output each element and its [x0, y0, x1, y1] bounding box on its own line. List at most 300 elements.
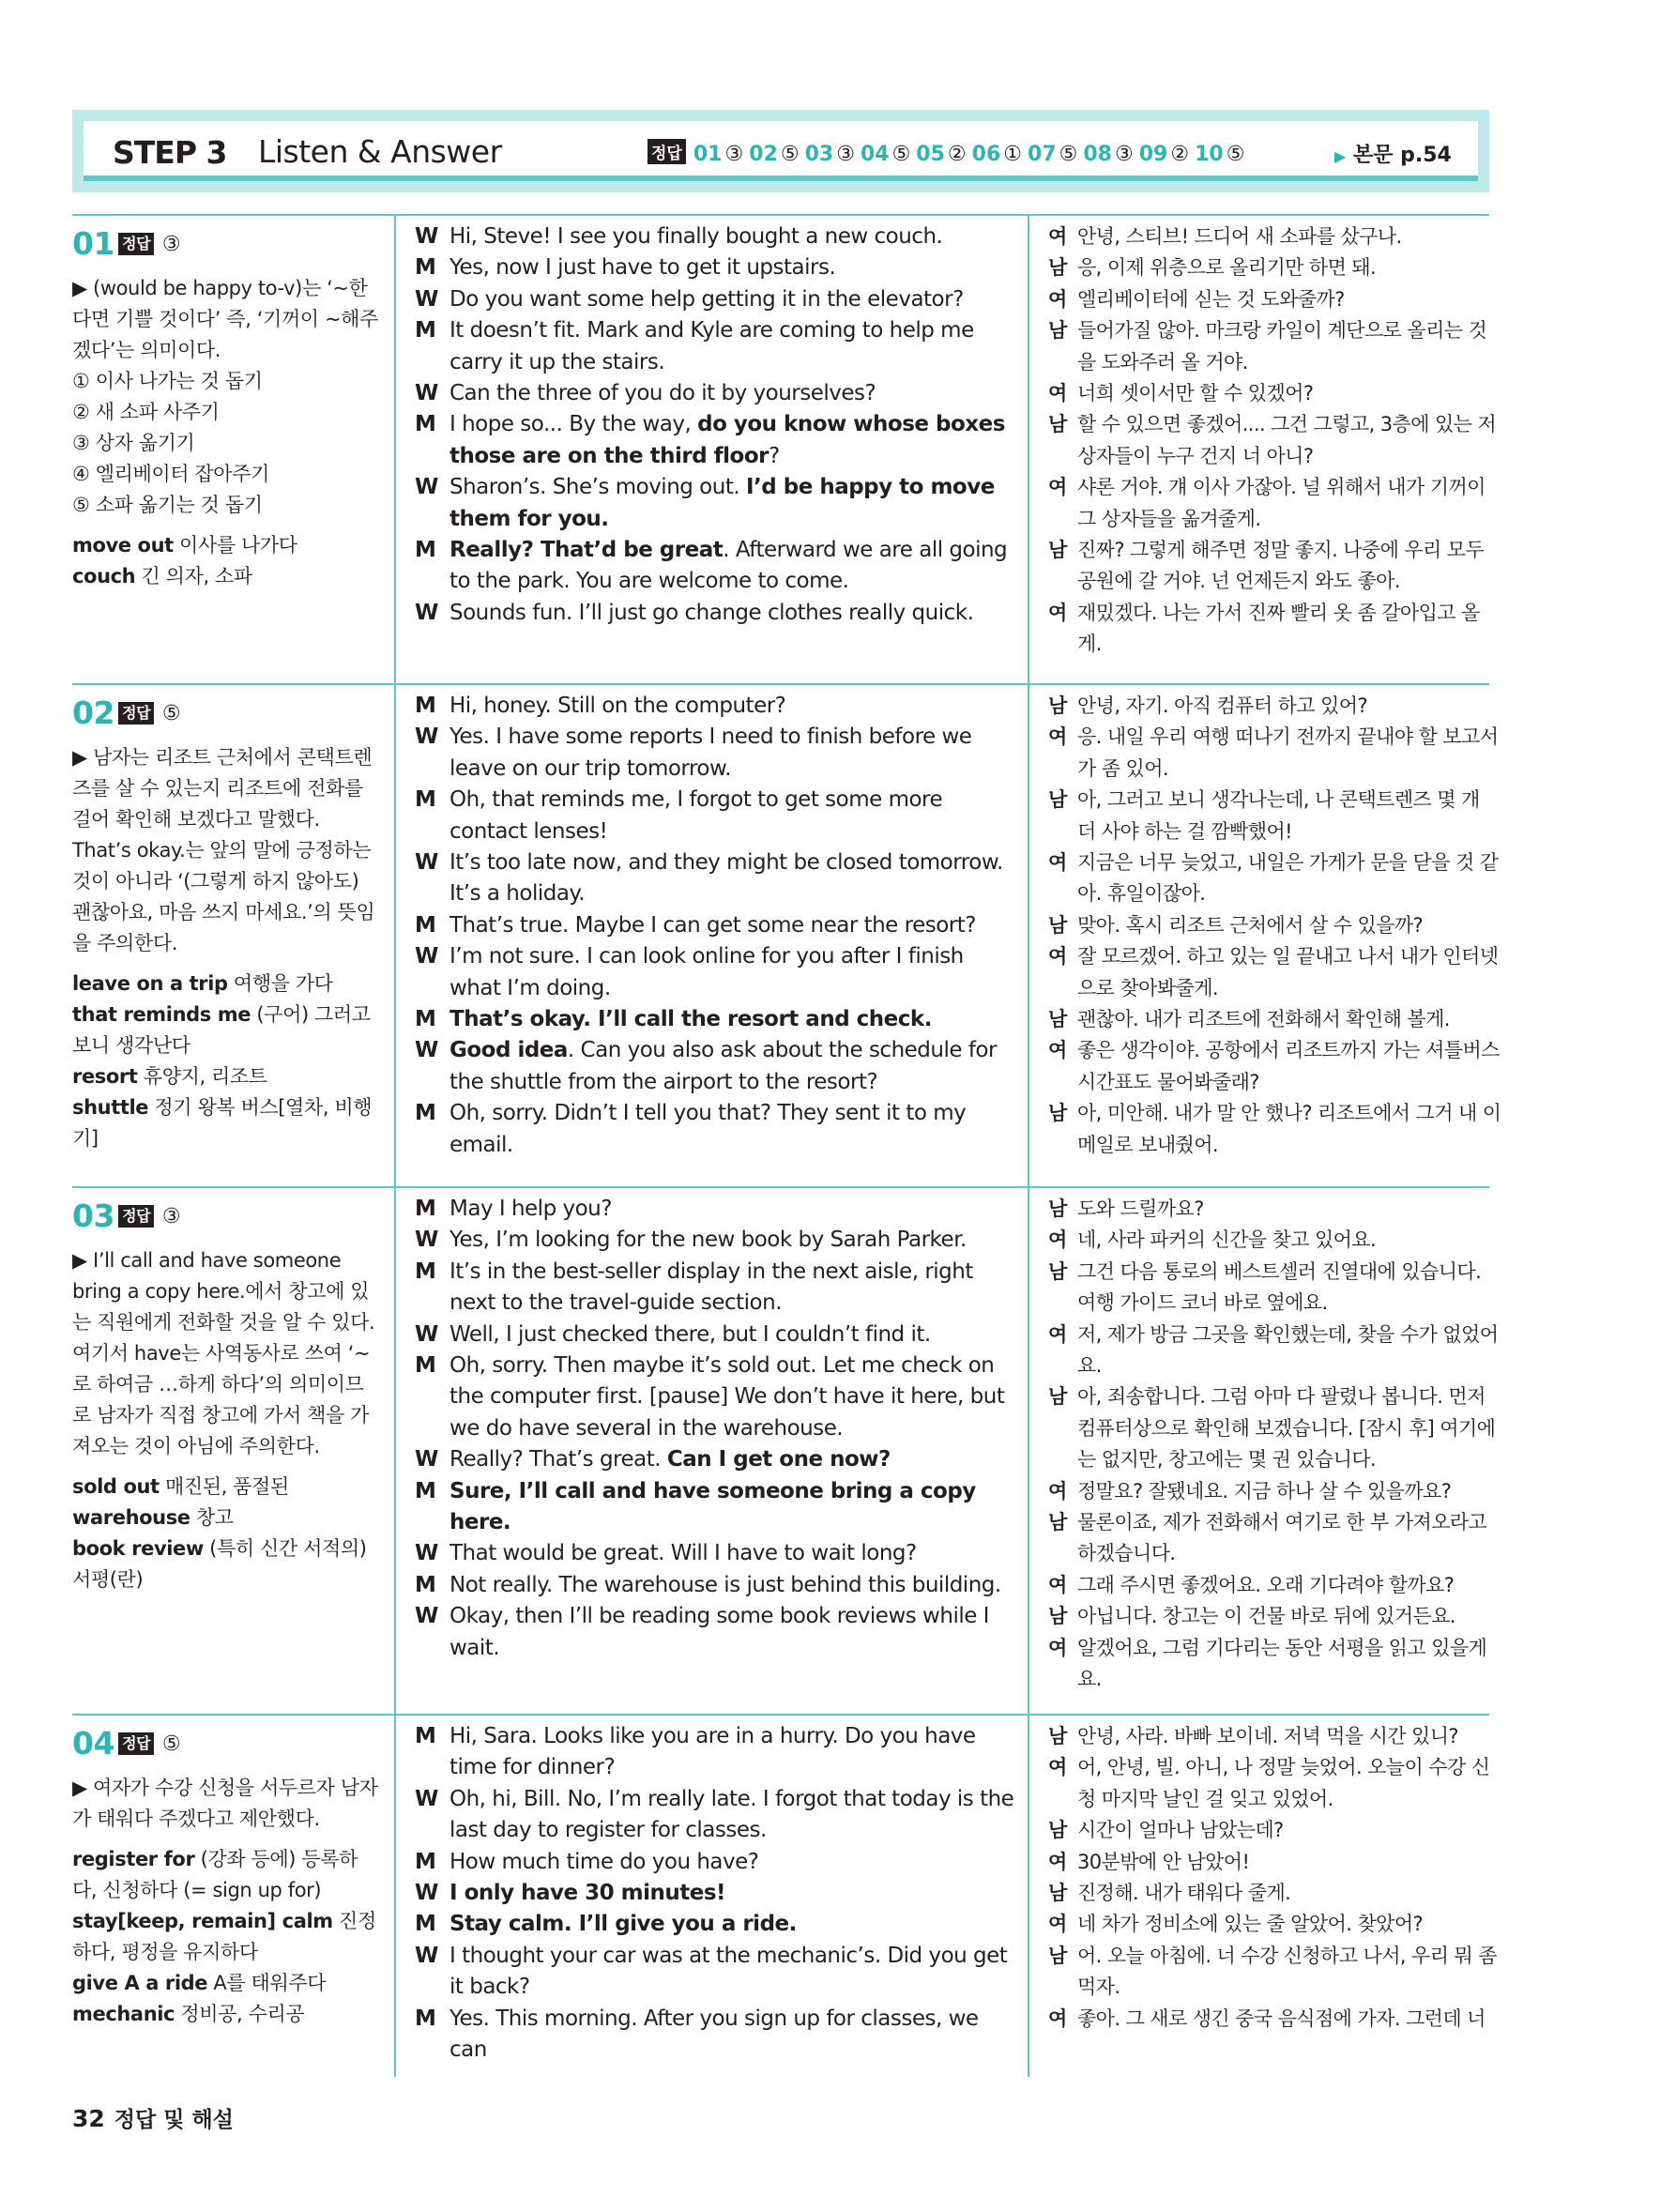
explanation-column — [72, 1196, 382, 1595]
speaker-label: W — [415, 1321, 438, 1347]
translation-line — [1048, 1752, 1503, 1815]
section-divider — [72, 214, 1489, 216]
explanation-column — [72, 1723, 382, 2030]
vocab-definition: 긴 의자, 소파 — [135, 565, 252, 587]
dialogue-line — [415, 1941, 1015, 2004]
speaker-label: 여 — [1048, 476, 1067, 499]
translation-line — [1048, 1035, 1503, 1098]
dialogue-line — [415, 2004, 1015, 2067]
speaker-label: M — [415, 1478, 436, 1503]
question-number — [72, 1196, 382, 1238]
speaker-label: 여 — [1048, 601, 1067, 624]
vocab-definition: 이사를 나가다 — [173, 534, 297, 557]
translation-text: 재밌겠다. 나는 가서 진짜 빨리 옷 좀 갈아입고 올게. — [1077, 601, 1480, 656]
translation-line — [1048, 1476, 1503, 1507]
dialogue-line — [415, 1476, 1015, 1539]
dialogue-line — [415, 1601, 1015, 1664]
answer-badge: 정답 — [118, 1205, 154, 1228]
dialogue-text: Yes, I’m looking for the new book by Sarah Parker. — [449, 1228, 967, 1253]
dialogue-text: I hope so... By the way, — [449, 412, 698, 437]
speaker-label: 남 — [1048, 1008, 1067, 1031]
speaker-label: W — [415, 286, 438, 312]
dialogue-text: Can the three of you do it by yourselves? — [449, 381, 876, 406]
speaker-label: W — [415, 1604, 438, 1629]
page-number: 32 — [72, 2105, 105, 2132]
vocab-item — [72, 1999, 382, 2030]
translation-text: 30분밖에 안 남았어! — [1077, 1850, 1250, 1873]
dialogue-line — [415, 284, 1015, 315]
dialogue-text: . Afterward we are all going to the park. You are welcome to come. — [449, 538, 1008, 594]
explanation-text: ▶ 남자는 리조트 근처에서 콘택트렌즈를 살 수 있는지 리조트에 전화를 걸어 확인해 보겠다고 말했다. That’s okay.는 앞의 말에 긍정하는 것이 아니라 ‘(그렇게 하지 않아도) 괜찮아요, 마음 쓰지 마세요.’의 뜻임을 주의한다. — [72, 746, 375, 954]
vocab-term: that reminds me — [72, 1003, 251, 1026]
speaker-label: 남 — [1048, 1819, 1067, 1842]
speaker-label: M — [415, 255, 436, 281]
translation-text: 할 수 있으면 좋겠어.... 그건 그렇고, 3층에 있는 저 상자들이 누구 건지 너 아니? — [1077, 413, 1497, 467]
speaker-label: 여 — [1048, 851, 1067, 875]
answer-number: 04 — [860, 143, 890, 166]
answer-mark: ⑤ — [780, 143, 800, 166]
vocab-item — [72, 1503, 382, 1533]
dialogue-line — [415, 221, 1015, 252]
vocab-definition: 매진된, 품절된 — [159, 1475, 289, 1498]
question-number — [72, 693, 382, 735]
korean-translation — [1048, 221, 1503, 661]
vocab-item — [72, 1533, 382, 1595]
speaker-label: W — [415, 1447, 438, 1472]
vocab-definition: 정비공, 수리공 — [175, 2003, 305, 2025]
answer-number: 02 — [749, 143, 778, 166]
speaker-label: 남 — [1048, 1198, 1067, 1220]
vocab-definition: A를 태워주다 — [207, 1972, 327, 1994]
speaker-label: 여 — [1048, 1322, 1067, 1346]
korean-translation — [1048, 1721, 1503, 2035]
english-dialogue — [415, 221, 1015, 629]
question-number-text: 03 — [72, 1198, 115, 1234]
speaker-label: W — [415, 850, 438, 876]
vocabulary-list — [72, 1472, 382, 1595]
speaker-label: 남 — [1048, 1102, 1067, 1125]
dialogue-line — [415, 252, 1015, 283]
speaker-label: 남 — [1048, 1385, 1067, 1409]
dialogue-line — [415, 1721, 1015, 1784]
answer-mark: ⑤ — [156, 1732, 181, 1756]
speaker-label: M — [415, 1849, 436, 1874]
speaker-label: W — [415, 1228, 438, 1253]
answer-option: ⑤ 소파 옮기는 것 돕기 — [72, 494, 263, 516]
speaker-label: M — [415, 1724, 436, 1748]
speaker-label: W — [415, 475, 438, 500]
translation-line — [1048, 941, 1503, 1004]
answer-number: 10 — [1195, 143, 1224, 166]
speaker-label: 여 — [1048, 1850, 1067, 1873]
speaker-label: 남 — [1048, 539, 1067, 562]
dialogue-line — [415, 1035, 1015, 1098]
speaker-label: 여 — [1048, 1573, 1067, 1596]
translation-line — [1048, 1381, 1503, 1475]
translation-line — [1048, 722, 1503, 785]
dialogue-text: Well, I just checked there, but I couldn’t find it. — [449, 1321, 931, 1347]
translation-text: 안녕, 사라. 바빠 보이네. 저녁 먹을 시간 있니? — [1077, 1725, 1458, 1747]
vocab-term: shuttle — [72, 1096, 149, 1119]
speaker-label: M — [415, 1912, 436, 1937]
translation-line — [1048, 1601, 1503, 1632]
dialogue-text: Sounds fun. I’ll just go change clothes really quick. — [449, 600, 974, 625]
speaker-label: W — [415, 1038, 438, 1063]
dialogue-line — [415, 847, 1015, 910]
answer-badge: 정답 — [118, 233, 154, 255]
page-reference[interactable]: ▶ 본문 p.54 — [1334, 144, 1452, 167]
speaker-label: M — [415, 318, 436, 343]
vocab-term: give A a ride — [72, 1972, 208, 1994]
question-number — [72, 223, 382, 266]
answer-mark: ① — [1003, 143, 1023, 166]
speaker-label: 남 — [1048, 1882, 1067, 1905]
vocab-term: move out — [72, 534, 174, 557]
dialogue-text: May I help you? — [449, 1197, 612, 1221]
translation-text: 아닙니다. 창고는 이 건물 바로 뒤에 있거든요. — [1077, 1605, 1455, 1628]
vocab-definition: 정기 왕복 버스[열차, 비행기] — [72, 1096, 373, 1150]
vocab-item — [72, 999, 382, 1061]
dialogue-line — [415, 1098, 1015, 1161]
dialogue-text: Oh, sorry. Didn’t I tell you that? They sent it to my email. — [449, 1101, 967, 1157]
explanation-column — [72, 693, 382, 1154]
dialogue-text: Oh, hi, Bill. No, I’m really late. I forgot that today is the last day to register for classes. — [449, 1786, 1014, 1843]
translation-line — [1048, 1507, 1503, 1570]
explanation-text: ▶ 여자가 수강 신청을 서두르자 남자가 태워다 주겠다고 제안했다. — [72, 1777, 378, 1830]
translation-line — [1048, 847, 1503, 910]
korean-translation — [1048, 1194, 1503, 1696]
translation-text: 엘리베이터에 싣는 것 도와줄까? — [1077, 287, 1345, 311]
speaker-label: 남 — [1048, 694, 1067, 717]
translation-text: 응. 내일 우리 여행 떠나기 전까지 끝내야 할 보고서가 좀 있어. — [1077, 725, 1499, 780]
dialogue-line — [415, 1878, 1015, 1909]
speaker-label: M — [415, 2006, 436, 2031]
speaker-label: 남 — [1048, 1259, 1067, 1283]
translation-line — [1048, 598, 1503, 661]
dialogue-line — [415, 691, 1015, 722]
translation-text: 맞아. 혹시 리조트 근처에서 살 수 있을까? — [1077, 913, 1424, 937]
column-divider — [1028, 214, 1029, 2077]
dialogue-key-phrase: Can I get one now? — [666, 1447, 891, 1472]
question-number — [72, 1723, 382, 1765]
answer-option: ③ 상자 옮기기 — [72, 432, 195, 454]
translation-line — [1048, 252, 1503, 283]
question-number-text: 01 — [72, 225, 115, 262]
answer-badge: 정답 — [118, 702, 154, 725]
translation-text: 그래 주시면 좋겠어요. 오래 기다려야 할까요? — [1077, 1573, 1455, 1596]
answer-badge: 정답 — [118, 1732, 154, 1755]
vocab-definition: 창고 — [190, 1506, 234, 1529]
dialogue-text: ? — [769, 443, 780, 468]
dialogue-text: Do you want some help getting it in the elevator? — [449, 286, 964, 312]
translation-line — [1048, 535, 1503, 598]
vocab-term: book review — [72, 1537, 204, 1560]
dialogue-key-phrase: Stay calm. I’ll give you a ride. — [449, 1912, 797, 1937]
answer-mark: ② — [1170, 143, 1190, 166]
translation-line — [1048, 1257, 1503, 1320]
english-dialogue — [415, 1721, 1015, 2066]
answer-number: 09 — [1138, 143, 1168, 166]
translation-text: 괜찮아. 내가 리조트에 전화해서 확인해 볼게. — [1077, 1008, 1450, 1031]
answer-option: ④ 엘리베이터 잡아주기 — [72, 463, 269, 485]
speaker-label: 여 — [1048, 1228, 1067, 1252]
dialogue-line — [415, 1570, 1015, 1601]
translation-text: 어. 오늘 아침에. 너 수강 신청하고 나서, 우리 뭐 좀 먹자. — [1077, 1944, 1497, 1999]
dialogue-line — [415, 1004, 1015, 1035]
question-number-text: 02 — [72, 694, 115, 731]
translation-text: 알겠어요, 그럼 기다리는 동안 서평을 읽고 있을게요. — [1077, 1636, 1487, 1691]
translation-text: 지금은 너무 늦었고, 내일은 가게가 문을 닫을 것 같아. 휴일이잖아. — [1077, 851, 1499, 906]
answer-mark: ③ — [836, 143, 855, 166]
dialogue-text: Oh, that reminds me, I forgot to get some more contact lenses! — [449, 787, 943, 844]
translation-text: 진정해. 내가 태워다 줄게. — [1077, 1882, 1291, 1905]
translation-text: 좋은 생각이야. 공항에서 리조트까지 가는 셔틀버스 시간표도 물어봐줄래? — [1077, 1039, 1500, 1093]
speaker-label: 남 — [1048, 1725, 1067, 1747]
speaker-label: W — [415, 1541, 438, 1566]
speaker-label: M — [415, 787, 436, 813]
speaker-label: 여 — [1048, 287, 1067, 311]
speaker-label: 여 — [1048, 1756, 1067, 1779]
vocab-item — [72, 1472, 382, 1503]
vocab-definition: (강좌 등에) 등록하다, 신청하다 (= sign up for) — [72, 1848, 358, 1901]
speaker-label: 남 — [1048, 256, 1067, 280]
section-divider — [72, 1714, 1489, 1716]
translation-line — [1048, 315, 1503, 378]
translation-text: 너희 셋이서만 할 수 있겠어? — [1077, 382, 1314, 405]
speaker-label: 여 — [1048, 725, 1067, 749]
speaker-label: 여 — [1048, 945, 1067, 969]
translation-text: 어, 안녕, 빌. 아니, 나 정말 늦었어. 오늘이 수강 신청 마지막 날인 걸 잊고 있었어. — [1077, 1756, 1490, 1810]
answer-number: 07 — [1028, 143, 1057, 166]
translation-text: 저, 제가 방금 그곳을 확인했는데, 찾을 수가 없었어요. — [1077, 1322, 1499, 1378]
dialogue-text: Yes. I have some reports I need to finish before we leave on our trip tomorrow. — [449, 725, 972, 781]
translation-line — [1048, 1320, 1503, 1382]
dialogue-line — [415, 1320, 1015, 1350]
speaker-label: 남 — [1048, 788, 1067, 812]
speaker-label: W — [415, 1943, 438, 1968]
dialogue-key-phrase: Really? That’d be great — [449, 538, 724, 563]
vocab-term: warehouse — [72, 1506, 190, 1529]
vocab-term: leave on a trip — [72, 972, 228, 995]
dialogue-text: Really? That’s great. — [449, 1447, 667, 1472]
translation-line — [1048, 1815, 1503, 1846]
translation-line — [1048, 1721, 1503, 1752]
english-dialogue — [415, 1194, 1015, 1664]
translation-line — [1048, 1004, 1503, 1035]
speaker-label: M — [415, 694, 436, 718]
speaker-label: 여 — [1048, 1479, 1067, 1503]
answer-number: 08 — [1083, 143, 1112, 166]
answer-mark: ⑤ — [1059, 143, 1078, 166]
translation-text: 아, 그러고 보니 생각나는데, 나 콘택트렌즈 몇 개 더 사야 하는 걸 깜빡했어! — [1077, 788, 1480, 843]
dialogue-text: Hi, honey. Still on the computer? — [449, 694, 786, 718]
dialogue-text: Hi, Sara. Looks like you are in a hurry. Do you have time for dinner? — [449, 1724, 976, 1780]
answer-number: 03 — [804, 143, 834, 166]
speaker-label: M — [415, 912, 436, 938]
speaker-label: 여 — [1048, 1039, 1067, 1062]
dialogue-text: Sharon’s. She’s moving out. — [449, 475, 746, 500]
speaker-label: 여 — [1048, 225, 1067, 248]
explanation-column — [72, 223, 382, 592]
vocab-item — [72, 1844, 382, 1906]
english-dialogue — [415, 691, 1015, 1161]
dialogue-text: Oh, sorry. Then maybe it’s sold out. Let me check on the computer first. [pause] We don’t have it here, but we do have several in the warehouse. — [449, 1353, 1005, 1441]
answer-mark: ⑤ — [156, 702, 181, 725]
translation-text: 정말요? 잘됐네요. 지금 하나 살 수 있을까요? — [1077, 1479, 1452, 1503]
answer-number: 05 — [916, 143, 945, 166]
vocab-term: sold out — [72, 1475, 160, 1498]
translation-text: 그건 다음 통로의 베스트셀러 진열대에 있습니다. 여행 가이드 코너 바로 옆에요. — [1077, 1259, 1482, 1315]
explanation-text: ▶ I’ll call and have someone bring a copy here.에서 창고에 있는 직원에게 전화할 것을 알 수 있다. 여기서 have는 사역동사로 쓰여 ‘~로 하여금 …하게 하다’의 의미이므로 남자가 직접 창고에 가서 책을 가져오는 것이 아님에 주의한다. — [72, 1249, 375, 1457]
speaker-label: 여 — [1048, 382, 1067, 405]
speaker-label: W — [415, 600, 438, 625]
answer-mark: ③ — [1115, 143, 1134, 166]
translation-line — [1048, 1633, 1503, 1696]
vocabulary-list — [72, 530, 382, 592]
vocab-item — [72, 1061, 382, 1092]
speaker-label: 여 — [1048, 1913, 1067, 1936]
speaker-label: M — [415, 1007, 436, 1032]
answer-number: 06 — [971, 143, 1001, 166]
translation-text: 잘 모르겠어. 하고 있는 일 끝내고 나서 내가 인터넷으로 찾아봐줄게. — [1077, 945, 1499, 999]
answer-mark: ③ — [156, 233, 181, 256]
dialogue-text: Yes, now I just have to get it upstairs. — [449, 255, 836, 281]
translation-line — [1048, 785, 1503, 847]
dialogue-text: That would be great. Will I have to wait long? — [449, 1541, 917, 1566]
translation-text: 진짜? 그렇게 해주면 정말 좋지. 나중에 우리 모두 공원에 갈 거야. 넌 언제든지 와도 좋아. — [1077, 539, 1485, 593]
translation-text: 안녕, 자기. 아직 컴퓨터 하고 있어? — [1077, 694, 1367, 717]
translation-line — [1048, 1909, 1503, 1940]
speaker-label: 남 — [1048, 1511, 1067, 1534]
dialogue-line — [415, 1538, 1015, 1569]
dialogue-line — [415, 941, 1015, 1004]
vocab-term: register for — [72, 1848, 195, 1870]
answer-mark: ③ — [156, 1205, 181, 1228]
section-divider — [72, 683, 1489, 685]
dialogue-key-phrase: That’s okay. I’ll call the resort and check. — [449, 1007, 932, 1032]
speaker-label: M — [415, 412, 436, 437]
dialogue-line — [415, 1784, 1015, 1847]
dialogue-line — [415, 1257, 1015, 1320]
question-number-text: 04 — [72, 1725, 115, 1762]
vocab-definition: 여행을 가다 — [227, 972, 333, 995]
dialogue-text: It’s too late now, and they might be closed tomorrow. It’s a holiday. — [449, 850, 1003, 907]
speaker-label: M — [415, 1353, 436, 1379]
dialogue-line — [415, 535, 1015, 598]
dialogue-line — [415, 1225, 1015, 1256]
dialogue-line — [415, 1909, 1015, 1940]
footer-label: 정답 및 해설 — [114, 2108, 234, 2132]
dialogue-line — [415, 785, 1015, 847]
translation-line — [1048, 1847, 1503, 1878]
dialogue-line — [415, 315, 1015, 378]
speaker-label: M — [415, 1101, 436, 1126]
dialogue-text: I thought your car was at the mechanic’s. Did you get it back? — [449, 1943, 1008, 2000]
speaker-label: W — [415, 1881, 438, 1906]
vocab-definition: 진정하다, 평정을 유지하다 — [72, 1910, 376, 1963]
dialogue-text: I’m not sure. I can look online for you after I finish what I’m doing. — [449, 944, 964, 1000]
speaker-label: 여 — [1048, 2006, 1067, 2030]
dialogue-line — [415, 409, 1015, 472]
dialogue-text: How much time do you have? — [449, 1849, 759, 1874]
speaker-label: W — [415, 1786, 438, 1811]
translation-text: 물론이죠, 제가 전화해서 여기로 한 부 가져오라고 하겠습니다. — [1077, 1511, 1487, 1565]
translation-text: 안녕, 스티브! 드디어 새 소파를 샀구나. — [1077, 225, 1402, 248]
dialogue-line — [415, 1350, 1015, 1444]
dialogue-line — [415, 1194, 1015, 1225]
dialogue-line — [415, 378, 1015, 409]
translation-text: 응, 이제 위층으로 올리기만 하면 돼. — [1077, 256, 1377, 280]
dialogue-key-phrase: I only have 30 minutes! — [449, 1881, 726, 1906]
answer-option: ② 새 소파 사주기 — [72, 401, 220, 423]
translation-line — [1048, 691, 1503, 722]
speaker-label: 남 — [1048, 413, 1067, 436]
dialogue-text: . Can you also ask about the schedule for the shuttle from the airport to the resort? — [449, 1038, 997, 1094]
dialogue-line — [415, 598, 1015, 629]
dialogue-key-phrase: do you know whose boxes those are on the third floor — [449, 412, 1005, 468]
speaker-label: W — [415, 944, 438, 969]
answer-badge: 정답 — [648, 139, 686, 164]
vocab-item — [72, 530, 382, 561]
translation-line — [1048, 1098, 1503, 1161]
dialogue-line — [415, 1444, 1015, 1475]
translation-line — [1048, 409, 1503, 472]
vocab-term: stay[keep, remain] calm — [72, 1910, 333, 1932]
vocabulary-list — [72, 969, 382, 1154]
dialogue-line — [415, 472, 1015, 535]
speaker-label: 남 — [1048, 1605, 1067, 1628]
speaker-label: M — [415, 538, 436, 563]
dialogue-key-phrase: Sure, I’ll call and have someone bring a copy here. — [449, 1478, 976, 1535]
vocab-definition: (구어) 그러고 보니 생각난다 — [72, 1003, 371, 1057]
vocab-term: mechanic — [72, 2003, 175, 2025]
dialogue-line — [415, 722, 1015, 785]
dialogue-text: Not really. The warehouse is just behind this building. — [449, 1572, 1001, 1597]
translation-text: 아, 죄송합니다. 그럼 아마 다 팔렸나 봅니다. 먼저 컴퓨터상으로 확인해 보겠습니다. [잠시 후] 여기에는 없지만, 창고에는 몇 권 있습니다. — [1077, 1385, 1496, 1472]
section-title: Listen & Answer — [258, 133, 502, 170]
translation-line — [1048, 472, 1503, 535]
translation-line — [1048, 1194, 1503, 1225]
step-label: STEP 3 — [113, 134, 227, 171]
dialogue-text: Okay, then I’ll be reading some book reviews while I wait. — [449, 1604, 989, 1660]
speaker-label: W — [415, 381, 438, 406]
vocab-item — [72, 1092, 382, 1154]
translation-line — [1048, 1878, 1503, 1909]
speaker-label: M — [415, 1197, 436, 1221]
speaker-label: M — [415, 1259, 436, 1284]
translation-line — [1048, 1941, 1503, 2004]
translation-line — [1048, 221, 1503, 252]
translation-line — [1048, 910, 1503, 941]
vocabulary-list — [72, 1844, 382, 2030]
vocab-item — [72, 561, 382, 592]
translation-text: 시간이 얼마나 남았는데? — [1077, 1819, 1284, 1842]
translation-line — [1048, 2004, 1503, 2035]
translation-text: 도와 드릴까요? — [1077, 1198, 1204, 1220]
translation-line — [1048, 1225, 1503, 1256]
triangle-icon: ▶ — [1334, 147, 1347, 165]
answer-key — [648, 139, 1250, 166]
dialogue-key-phrase: Good idea — [449, 1038, 568, 1063]
answer-number: 01 — [693, 143, 723, 166]
vocab-item — [72, 1968, 382, 1999]
speaker-label: M — [415, 1572, 436, 1597]
dialogue-text: That’s true. Maybe I can get some near the resort? — [449, 912, 976, 938]
answer-mark: ② — [947, 143, 967, 166]
dialogue-text: Yes. This morning. After you sign up for classes, we can — [449, 2006, 979, 2063]
vocab-item — [72, 969, 382, 999]
dialogue-text: Hi, Steve! I see you finally bought a new couch. — [449, 224, 943, 249]
